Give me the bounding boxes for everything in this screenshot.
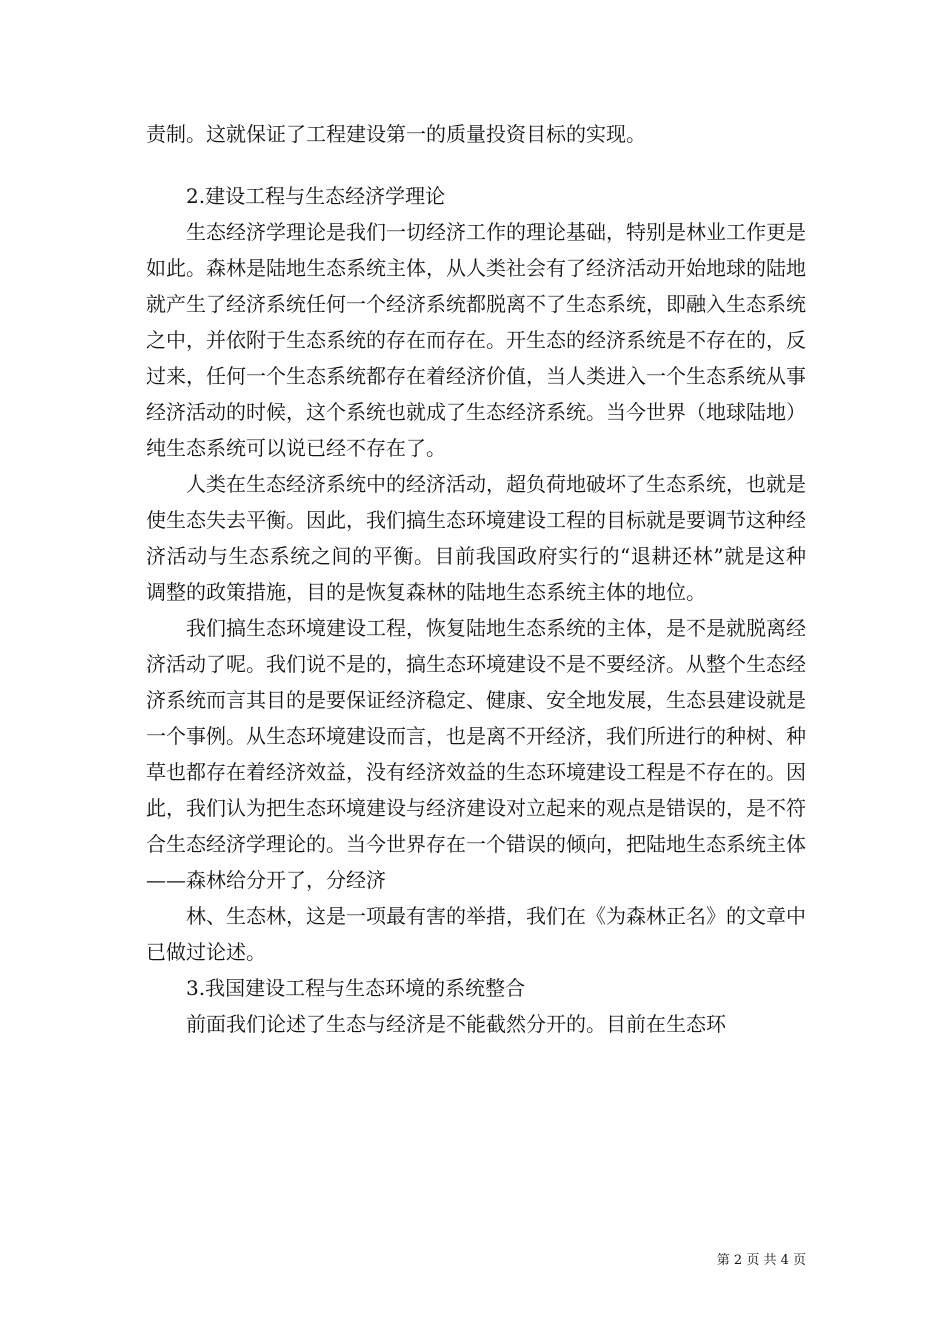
section-heading-3: 3.我国建设工程与生态环境的系统整合: [186, 976, 526, 1000]
section-heading-2: 2.建设工程与生态经济学理论: [186, 184, 446, 208]
paragraph-gap: [146, 152, 806, 178]
body-paragraph: 人类在生态经济系统中的经济活动，超负荷地破坏了生态系统，也就是使生态失去平衡。因此，我们搞生态环境建设工程的目标就是要调节这种经济活动与生态系统之间的平衡。目前我国政府实行的“退耕还林”就是这种调整的政策措施，目的是恢复森林的陆地生态系统主体的地位。: [146, 472, 806, 604]
continuation-paragraph: 责制。这就保证了工程建设第一的质量投资目标的实现。: [146, 122, 646, 146]
body-paragraph: 生态经济学理论是我们一切经济工作的理论基础，特别是林业工作更是如此。森林是陆地生态系统主体，从人类社会有了经济活动开始地球的陆地就产生了经济系统任何一个经济系统都脱离不了生态系统，即融入生态系统之中，并依附于生态系统的存在而存在。开生态的经济系统是不存在的，反过来，任何一个生态系统都存在着经济价值，当人类进入一个生态系统从事经济活动的时候，这个系统也就成了生态经济系统。当今世界（地球陆地）纯生态系统可以说已经不存在了。: [146, 220, 806, 460]
body-paragraph: 林、生态林，这是一项最有害的举措，我们在《为森林正名》的文章中已做过论述。: [146, 904, 806, 964]
page-number-footer: 第 2 页 共 4 页: [716, 1253, 806, 1268]
body-paragraph: 前面我们论述了生态与经济是不能截然分开的。目前在生态环: [186, 1012, 726, 1036]
document-body: [146, 116, 806, 1042]
body-paragraph: 我们搞生态环境建设工程，恢复陆地生态系统的主体，是不是就脱离经济活动了呢。我们说不是的，搞生态环境建设不是不要经济。从整个生态经济系统而言其目的是要保证经济稳定、健康、安全地发展，生态县建设就是一个事例。从生态环境建设而言，也是离不开经济，我们所进行的种树、种草也都存在着经济效益，没有经济效益的生态环境建设工程是不存在的。因此，我们认为把生态环境建设与经济建设对立起来的观点是错误的，是不符合生态经济学理论的。当今世界存在一个错误的倾向，把陆地生态系统主体——森林给分开了，分经济: [146, 616, 806, 892]
